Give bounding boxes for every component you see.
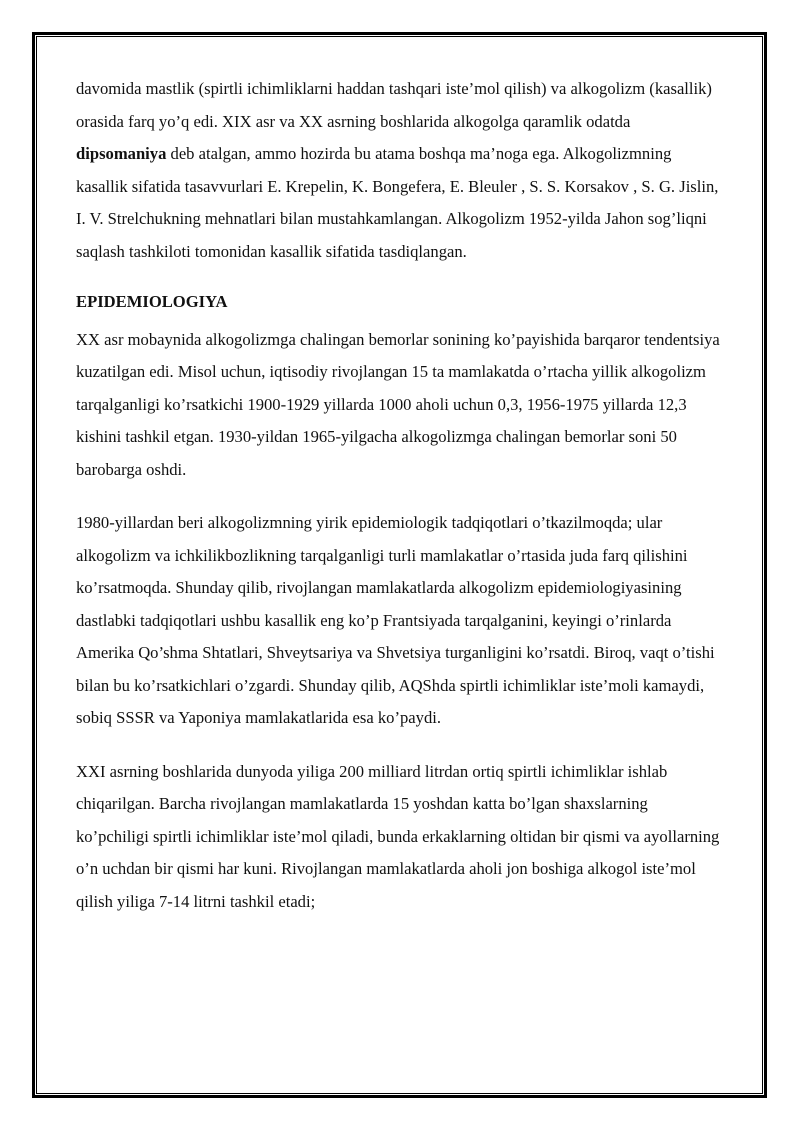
paragraph-history-text-start: davomida mastlik (spirtli ichimliklarni haddan tashqari iste’mol qilish) va alkogolizm (kasallik) orasida farq yo’q edi. XIX asr va XX asrning boshlarida alkogolga qaramlik odatda [76, 79, 712, 131]
paragraph-xx-century: XX asr mobaynida alkogolizmga chalingan bemorlar sonining ko’payishida barqaror tendentsiya kuzatilgan edi. Misol uchun, iqtisodiy rivojlangan 15 ta mamlakatda o’rtacha yillik alkogolizm tarqalganligi ko’rsatkichi 1900-1929 yillarda 1000 aholi uchun 0,3, 1956-1975 yillarda 12,3 kishini tashkil etgan. 1930-yildan 1965-yilgacha alkogolizmga chalingan bemorlar soni 50 barobarga oshdi. [76, 329, 720, 479]
document-body [76, 73, 724, 918]
paragraph-history-text-end: deb atalgan, ammo hozirda bu atama boshqa ma’noga ega. Alkogolizmning kasallik sifatida tasavvurlari E. Krepelin, K. Bongefera, E. Bleuler , S. S. Korsakov , S. G. Jislin, I. V. Strelchukning mehnatlari bilan mustahkamlangan. Alkogolizm 1952-yilda Jahon sog’liqni saqlash tashkiloti tomonidan kasallik sifatida tasdiqlangan. [76, 144, 719, 261]
section-heading-epidemiologiya: EPIDEMIOLOGIYA [76, 292, 228, 311]
term-dipsomaniya: dipsomaniya [76, 144, 167, 163]
paragraph-1980s-studies: 1980-yillardan beri alkogolizmning yirik epidemiologik tadqiqotlari o’tkazilmoqda; ular alkogolizm va ichkilikbozlikning tarqalganligi turli mamlakatlar o’rtasida juda farq qilishini ko’rsatmoqda. Shunday qilib, rivojlangan mamlakatlarda alkogolizm epidemiologiyasining dastlabki tadqiqotlari ushbu kasallik eng ko’p Frantsiyada tarqalganini, keyingi o’rinlarda Amerika Qo’shma Shtatlari, Shveytsariya va Shvetsiya turganligini ko’rsatdi. Biroq, vaqt o’tishi bilan bu ko’rsatkichlari o’zgardi. Shunday qilib, AQShda spirtli ichimliklar iste’moli kamaydi, sobiq SSSR va Yaponiya mamlakatlarida esa ko’paydi. [76, 513, 715, 727]
paragraph-xxi-century: XXI asrning boshlarida dunyoda yiliga 200 milliard litrdan ortiq spirtli ichimliklar ishlab chiqarilgan. Barcha rivojlangan mamlakatlarda 15 yoshdan katta bo’lgan shaxslarning ko’pchiligi spirtli ichimliklar iste’mol qiladi, bunda erkaklarning oltidan bir qismi va ayollarning o’n uchdan bir qismi har kuni. Rivojlangan mamlakatlarda aholi jon boshiga alkogol iste’mol qilish yiliga 7-14 litrni tashkil etadi; [76, 761, 720, 911]
paragraph-history [76, 73, 724, 268]
